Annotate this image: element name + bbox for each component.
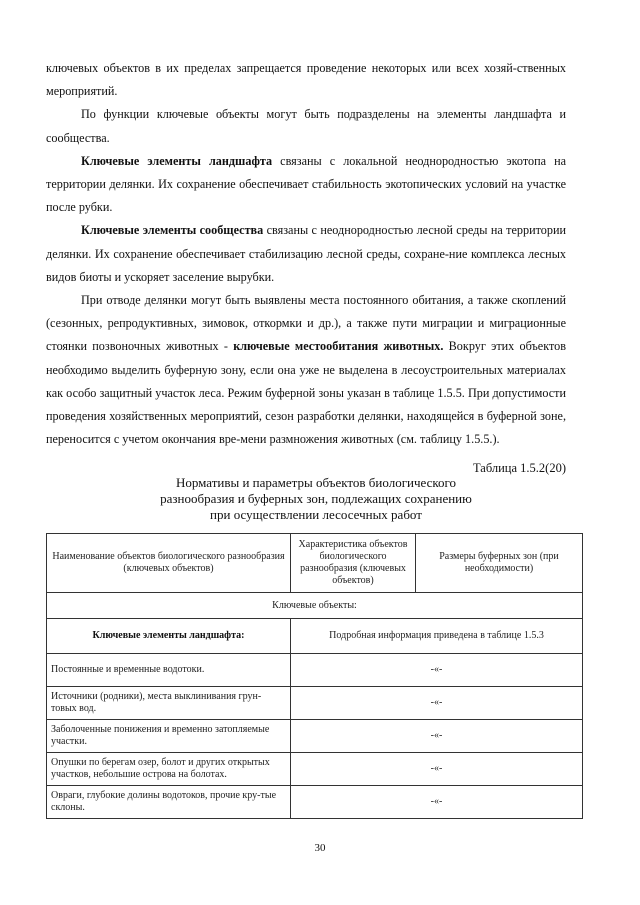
table-row [47, 786, 583, 819]
paragraph-function: По функции ключевые объекты могут быть подразделены на элементы ландшафта и сообщества. [46, 107, 566, 145]
section-key-objects: Ключевые объекты: [47, 593, 583, 619]
table-title-line: разнообразия и буферных зон, подлежащих сохранению [160, 491, 472, 506]
row-ditto: -«- [291, 753, 583, 786]
paragraph-continuation: ключевых объектов в их пределах запрещается проведение некоторых или всех хозяй-ственных мероприятий. [46, 61, 566, 99]
term-landscape-elements: Ключевые элементы ландшафта [81, 153, 273, 168]
biodiversity-table [46, 533, 583, 819]
table-title-line: при осуществлении лесосечных работ [210, 507, 422, 522]
paragraph-community-text: связаны с неоднородностью лесной среды на территории делянки. Их сохранение обеспечивает стабилизацию лесной среды, сохране-ние комплекса лесных видов биоты и ускоряет заселение вырубки. [46, 223, 567, 284]
row-ditto: -«- [291, 720, 583, 753]
table-title-line: Нормативы и параметры объектов биологического [175, 475, 457, 490]
header-characteristics: Характеристика объектов биологического разнообразия (ключевых объектов) [291, 534, 416, 593]
table-row [47, 687, 583, 720]
term-community-elements: Ключевые элементы сообщества [81, 223, 264, 238]
row-object-name: Источники (родники), места выклинивания грун-товых вод. [47, 687, 291, 720]
row-object-name: Опушки по берегам озер, болот и других открытых участков, небольшие острова на болотах. [47, 753, 291, 786]
subsection-landscape-elements: Ключевые элементы ландшафта: [47, 619, 291, 654]
row-object-name: Постоянные и временные водотоки. [47, 654, 291, 687]
row-ditto: -«- [291, 654, 583, 687]
row-object-name: Овраги, глубокие долины водотоков, прочие кру-тые склоны. [47, 786, 291, 819]
term-animal-habitats: ключевые местообитания животных. [233, 339, 444, 354]
body-text [46, 57, 566, 451]
paragraph-landscape-elements [46, 150, 566, 220]
paragraph-animal-habitats [46, 289, 566, 451]
row-object-name: Заболоченные понижения и временно затопляемые участки. [47, 720, 291, 753]
table-title [46, 475, 586, 523]
header-buffer-size: Размеры буферных зон (при необходимости) [416, 534, 583, 593]
table-row [47, 654, 583, 687]
table-header-row [47, 534, 583, 593]
paragraph-habitats-text-a: При отводе делянки могут быть выявлены места постоянного обитания, а также скоплений (сезонных, репродуктивных, зимовок, откормки и др.), а также пути миграции и миграционные стоянки позвоночных животных - [46, 293, 566, 354]
page-number: 30 [314, 842, 326, 854]
paragraph-landscape-text: связаны с локальной неоднородностью экотопа на территории делянки. Их сохранение обеспечивает стабильность экотопических условий на участке после рубки. [46, 153, 566, 215]
paragraph-habitats-text-b: Вокруг этих объектов необходимо выделить буферную зону, если она уже не выделена в лесоустроительных материалах как особо защитный участок леса. Режим буферной зоны указан в таблице 1.5.5. При допустимости проведения хозяйственных мероприятий, сезон разработки делянки, находящейся в буферной зоне, переносится с учетом окончания вре-мени размножения животных (см. таблицу 1.5.5.). [46, 339, 566, 447]
subsection-note: Подробная информация приведена в таблице 1.5.3 [291, 619, 583, 654]
header-object-name: Наименование объектов биологического разнообразия (ключевых объектов) [47, 534, 291, 593]
table-caption: Таблица 1.5.2(20) [472, 461, 566, 475]
table-row [47, 753, 583, 786]
table-subsection-row [47, 619, 583, 654]
table-row [47, 720, 583, 753]
row-ditto: -«- [291, 786, 583, 819]
paragraph-community-elements [46, 219, 566, 289]
row-ditto: -«- [291, 687, 583, 720]
table-section-row [47, 593, 583, 619]
